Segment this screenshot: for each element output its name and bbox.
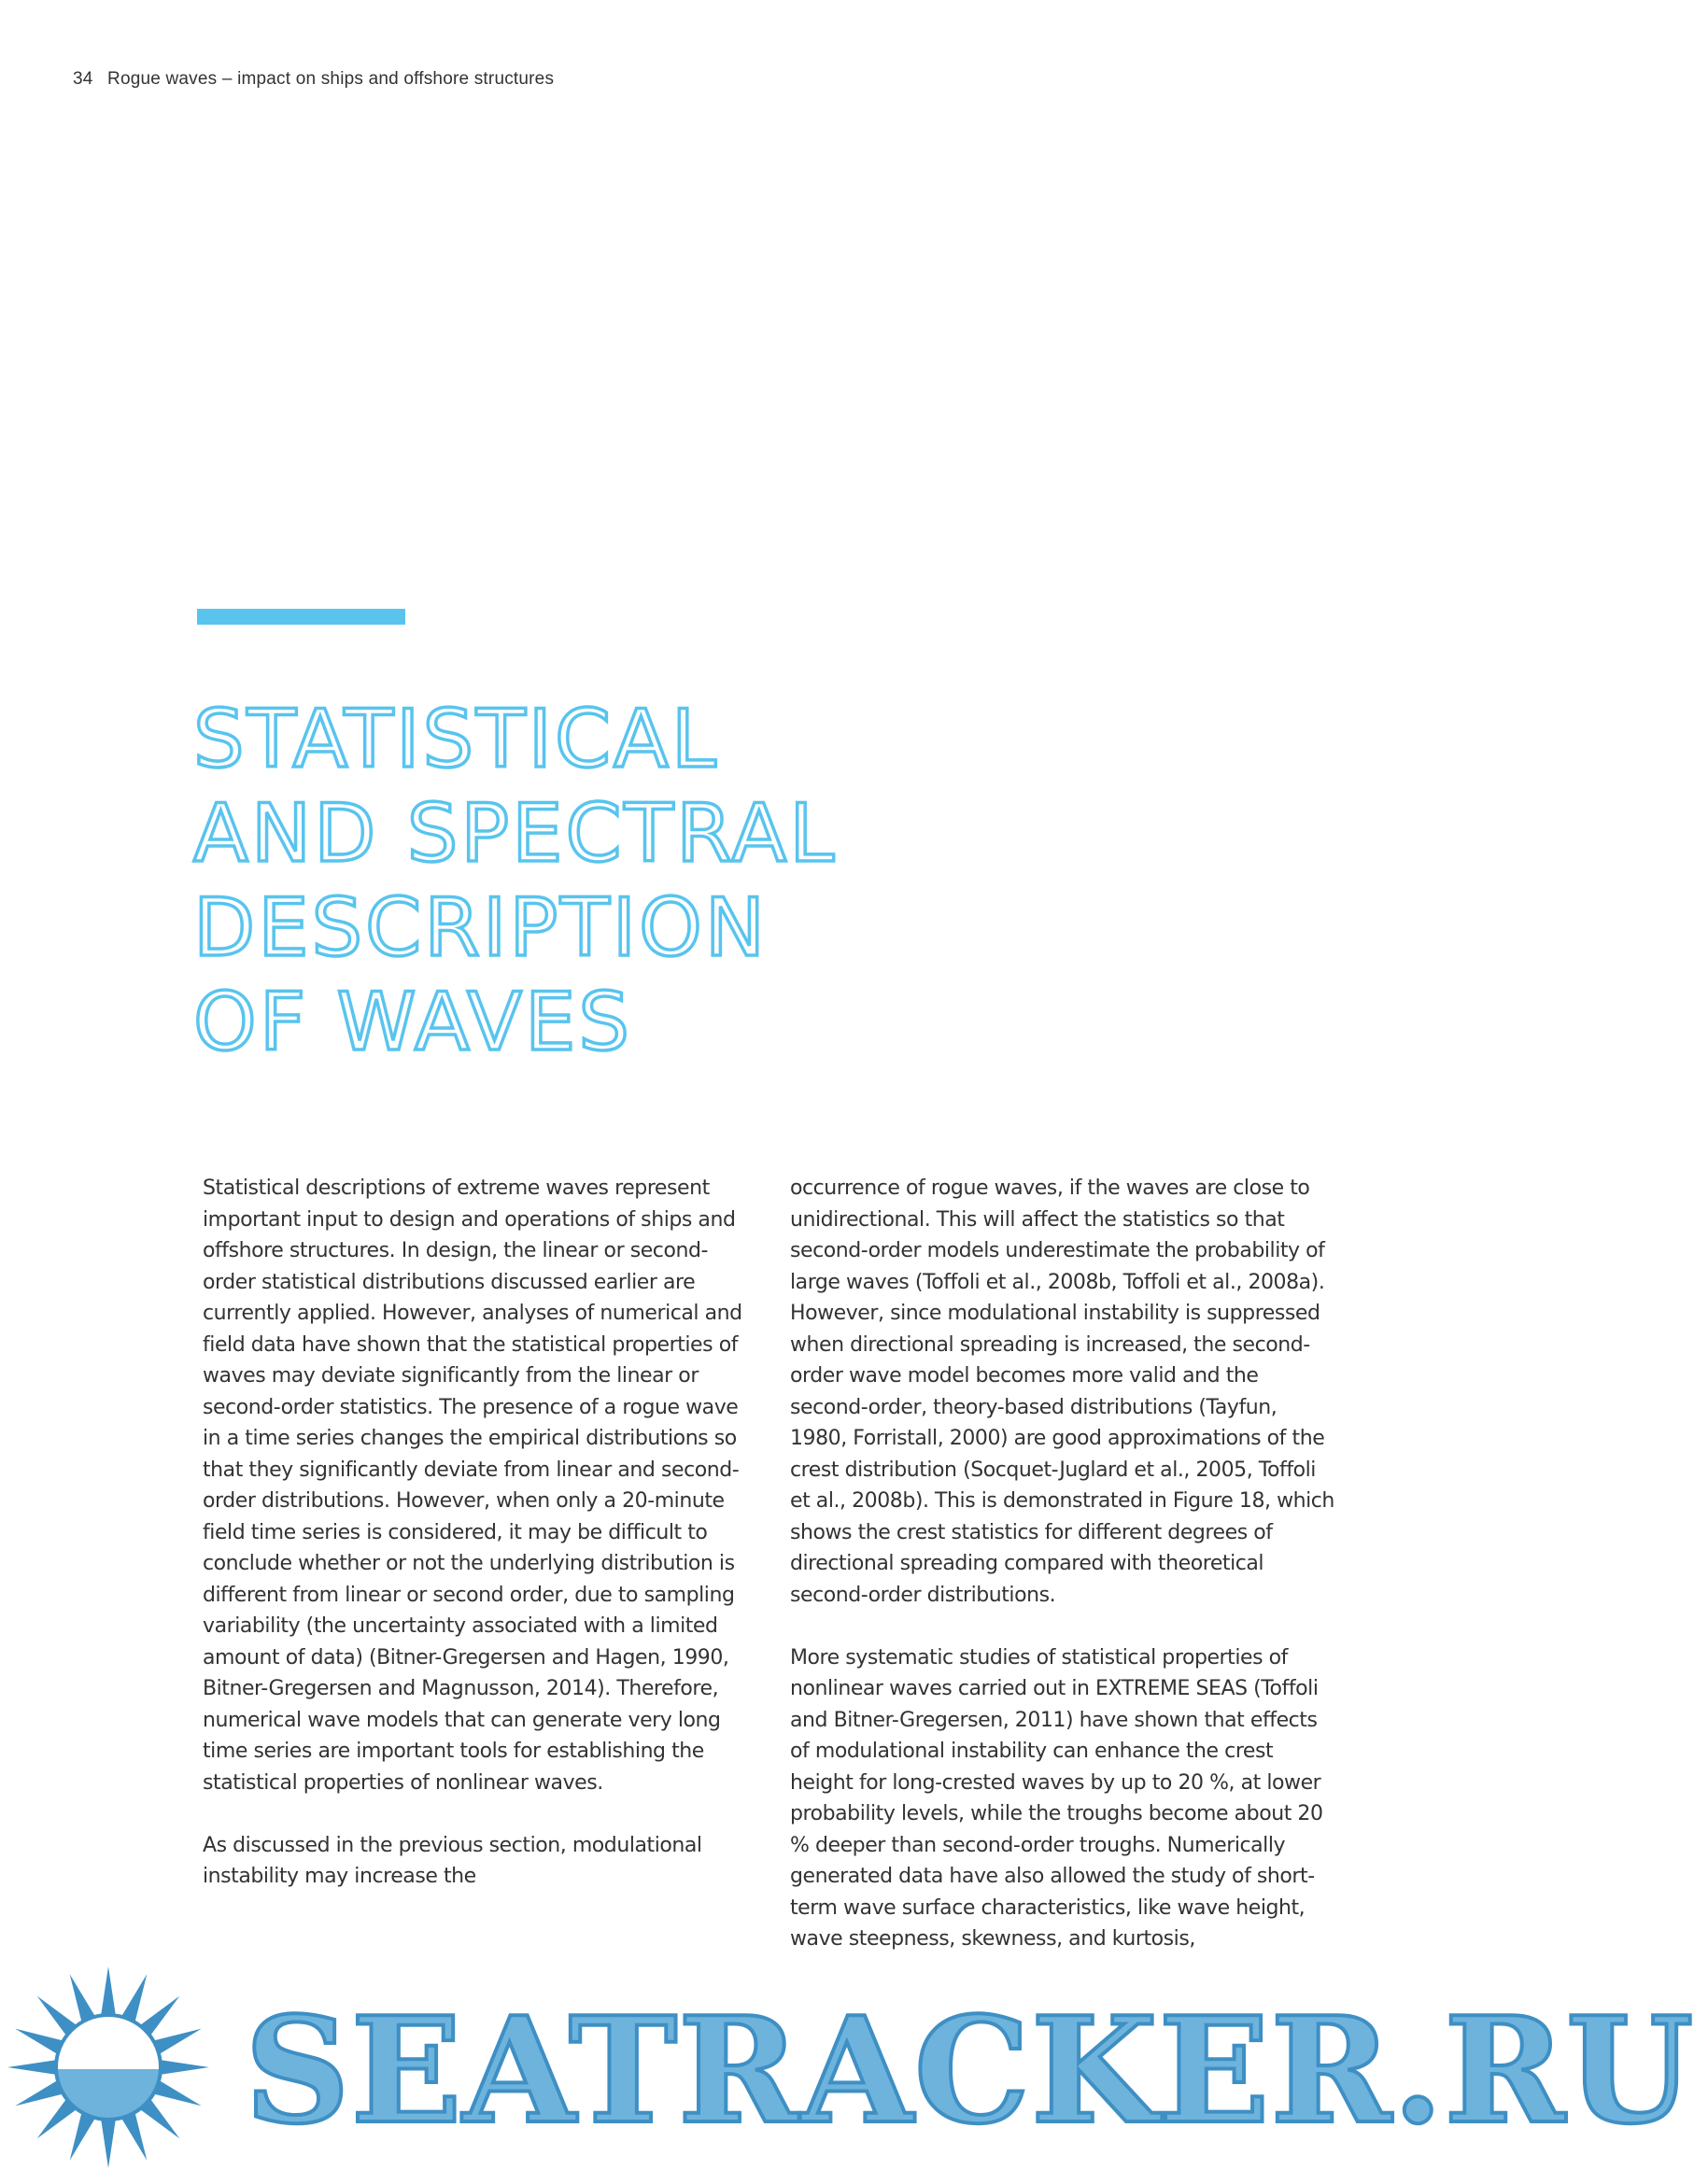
running-title: Rogue waves – impact on ships and offshore structures [107, 69, 555, 89]
section-title-line: STATISTICAL [193, 693, 719, 786]
body-column-right [790, 1173, 1336, 1986]
page-number: 34 [73, 69, 93, 89]
body-column-left [203, 1173, 749, 1923]
body-paragraph: As discussed in the previous section, modulational instability may increase the [203, 1833, 702, 1888]
section-title-line: OF WAVES [193, 976, 632, 1069]
body-paragraph: occurrence of rogue waves, if the waves are close to unidirectional. This will affect the statistics so that second-order models underestimate the probability of large waves (Toffoli et al., 2008b, Toffoli et al., 2008a). However, since modulational instability is suppressed when directional spreading is increased, the second-order wave model becomes more valid and the second-order, theory-based distributions (Tayfun, 1980, Forristall, 2000) are good approximations of the crest distribution (Socquet-Juglard et al., 2005, Toffoli et al., 2008b). This is demonstrated in Figure 18, which shows the crest statistics for different degrees of directional spreading compared with theoretical second-order distributions. [790, 1177, 1334, 1607]
watermark-text: SEATRACKER.RU [245, 1985, 1694, 2156]
section-title [193, 693, 837, 1070]
sun-over-sea-icon [6, 1965, 211, 2170]
body-paragraph: Statistical descriptions of extreme waves represent important input to design and operations of ships and offshore structures. In design, the linear or second-order statistical distributions discussed earlier are currently applied. However, analyses of numerical and field data have shown that the statistical properties of waves may deviate significantly from the linear or second-order statistics. The presence of a rogue wave in a time series changes the empirical distributions so that they significantly deviate from linear and second-order distributions. However, when only a 20-minute field time series is considered, it may be difficult to conclude whether or not the underlying distribution is different from linear or second order, due to sampling variability (the uncertainty associated with a limited amount of data) (Bitner-Gregersen and Hagen, 1990, Bitner-Gregersen and Magnusson, 2014). Therefore, numerical wave models that can generate very long time series are important tools for establishing the statistical properties of nonlinear waves. [203, 1177, 742, 1795]
section-accent-bar [197, 609, 405, 625]
running-header [73, 69, 554, 90]
section-title-line: AND SPECTRAL [193, 787, 838, 881]
body-paragraph: More systematic studies of statistical properties of nonlinear waves carried out in EXTREME SEAS (Toffoli and Bitner-Gregersen, 2011) have shown that effects of modulational instability can enhance the crest height for long-crested waves by up to 20 %, at lower probability levels, while the troughs become about 20 % deeper than second-order troughs. Numerically generated data have also allowed the study of short-term wave surface characteristics, like wave height, wave steepness, skewness, and kurtosis, [790, 1645, 1323, 1951]
section-title-line: DESCRIPTION [193, 881, 769, 975]
